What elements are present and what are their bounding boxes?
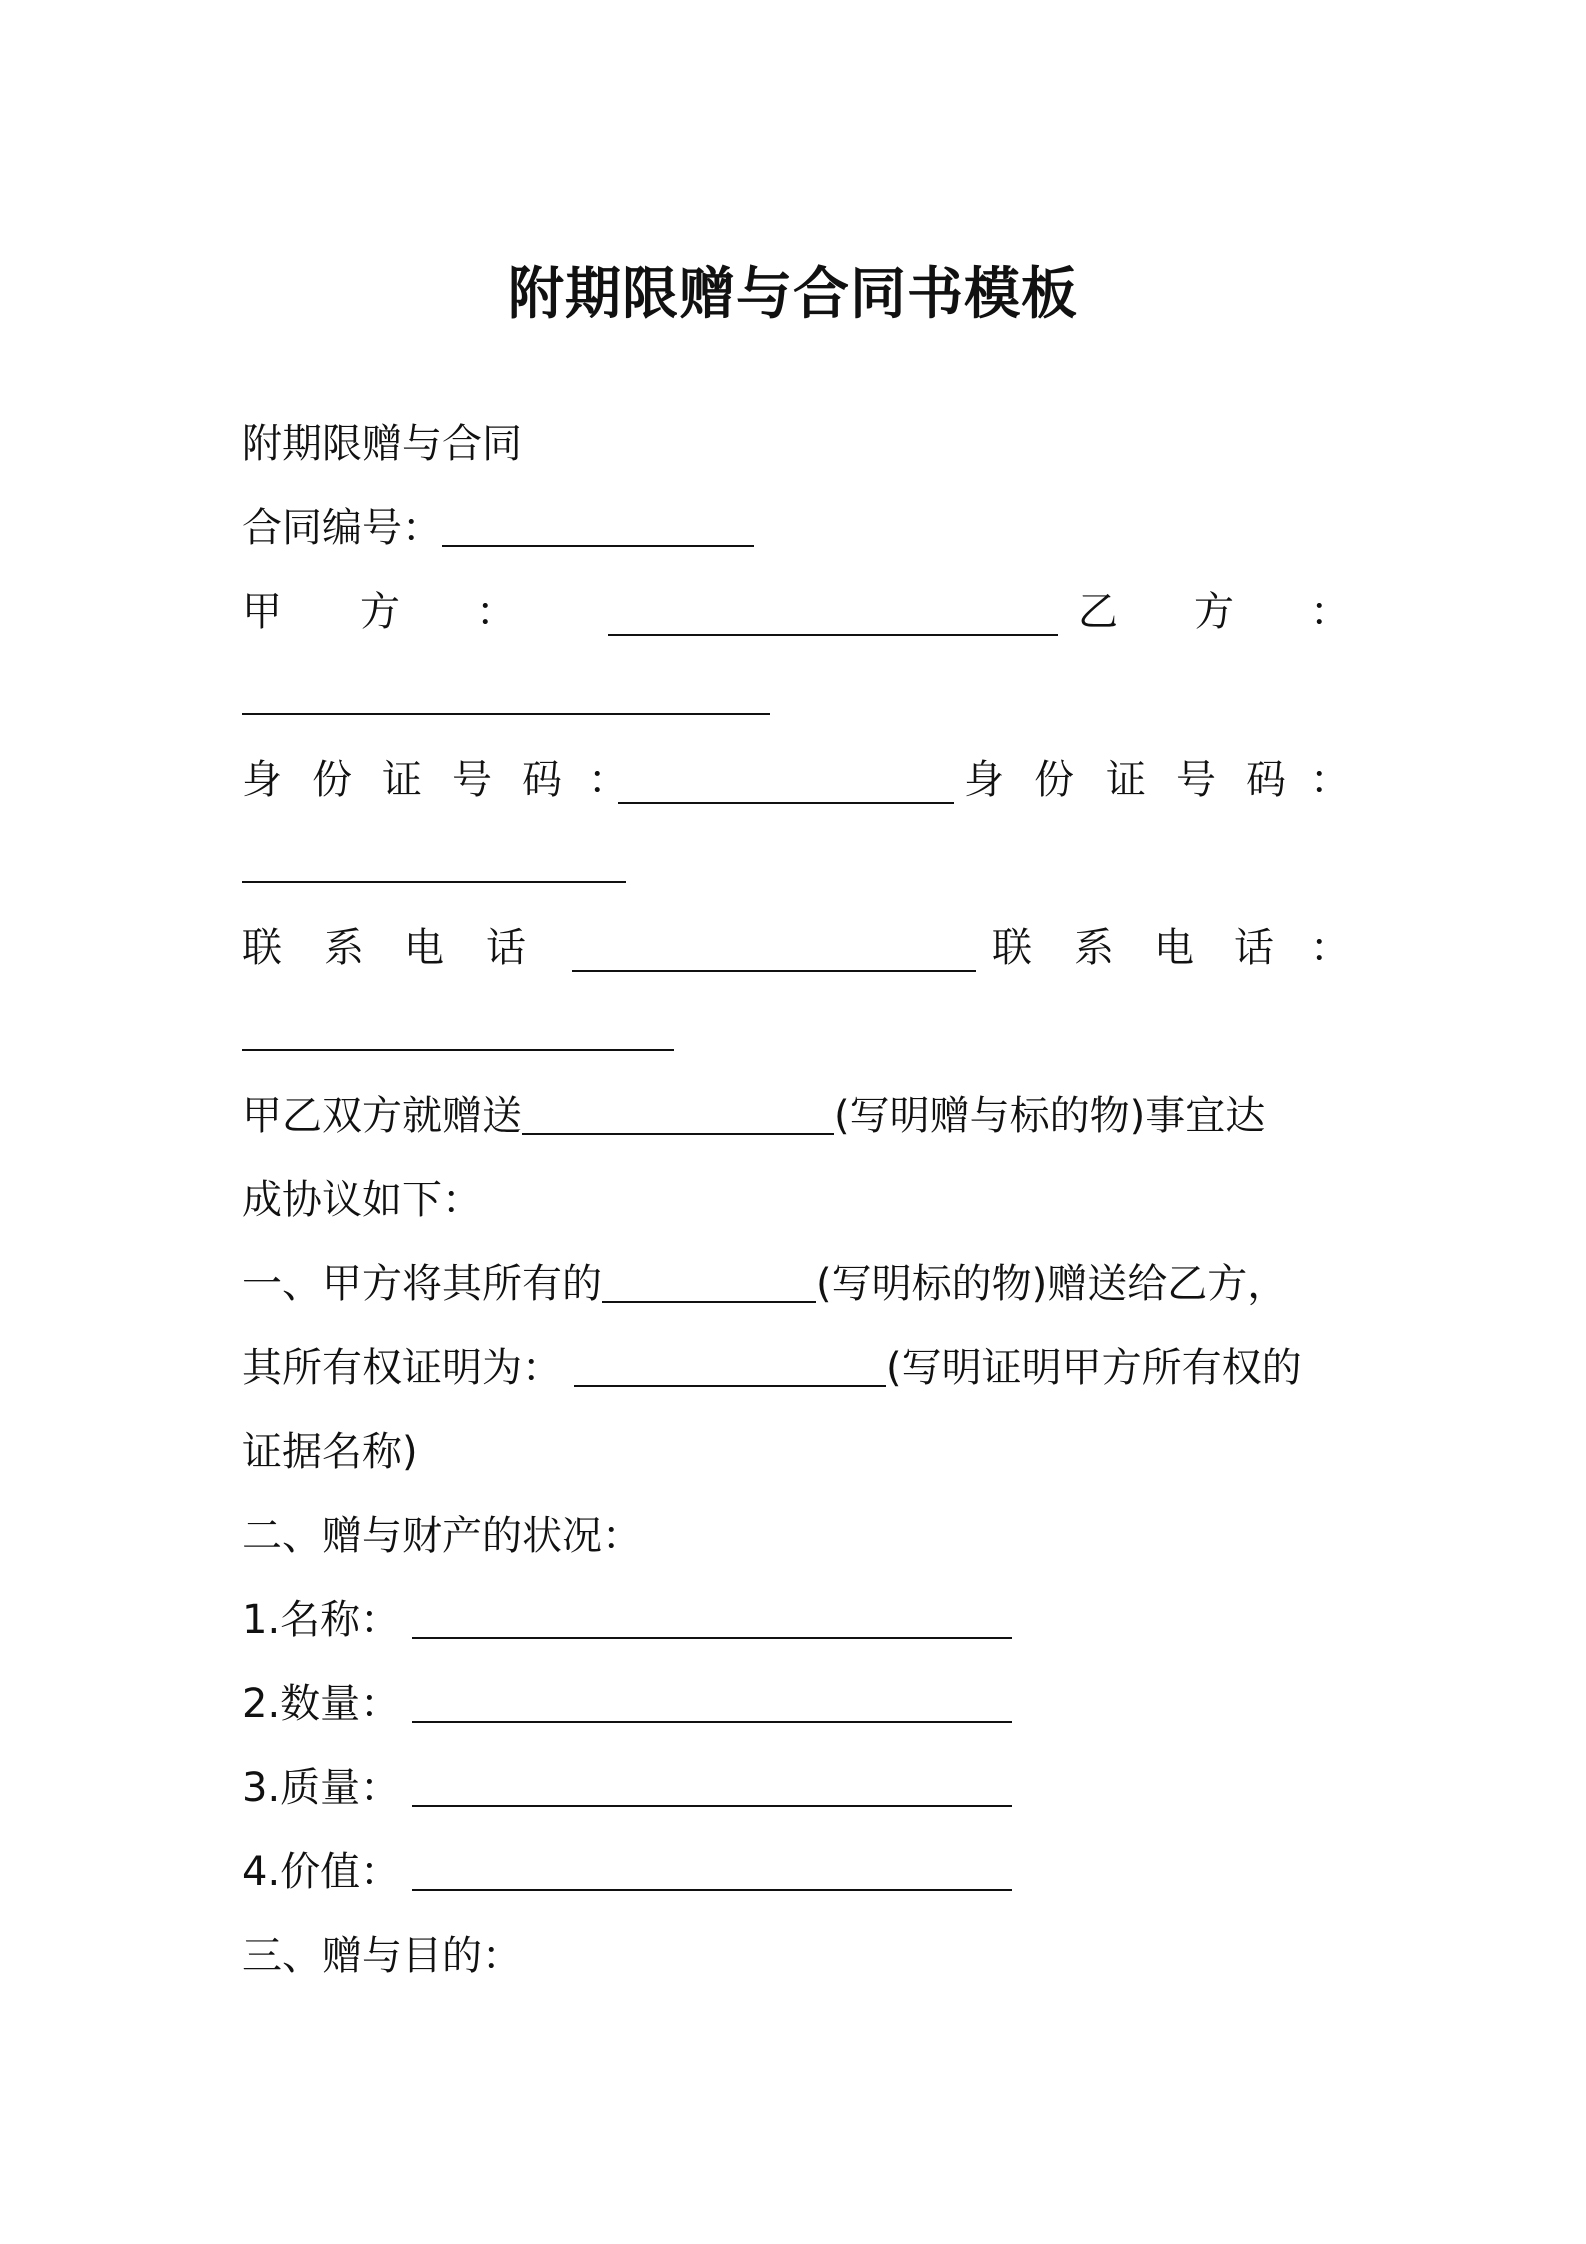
id-b-char-1: 身 [964, 757, 1004, 803]
party-b-continuation [242, 668, 770, 724]
clause-1-line-3: 证据名称) [242, 1429, 418, 1475]
clause-1-text-4: (写明证明甲方所有权的 [886, 1345, 1302, 1391]
tel-b-char-5: ： [1310, 925, 1350, 971]
party-a-char-2: 方 [360, 589, 400, 635]
tel-a-char-4: 话 [486, 925, 526, 971]
tel-b-char-3: 电 [1154, 925, 1194, 971]
clause-2-item-value [242, 1844, 1012, 1900]
id-b-char-6: ： [1310, 757, 1350, 803]
id-b-continuation [242, 836, 626, 892]
id-b-char-4: 号 [1176, 757, 1216, 803]
id-b-char-2: 份 [1034, 757, 1074, 803]
ownership-proof-blank[interactable] [574, 1345, 886, 1387]
clause-2-item-name [242, 1592, 1012, 1648]
id-b-char-5: 码 [1246, 757, 1286, 803]
clause-1-line-2 [242, 1340, 1302, 1396]
clause-2-heading: 二、赠与财产的状况： [242, 1513, 642, 1559]
item-name-label: 1.名称： [242, 1597, 401, 1643]
id-a-char-5: 码 [522, 757, 562, 803]
intro-line-2: 成协议如下： [242, 1177, 482, 1223]
party-b-char-3: ： [1310, 589, 1350, 635]
id-a-char-3: 证 [382, 757, 422, 803]
party-a-char-3: ： [476, 589, 516, 635]
id-b-char-3: 证 [1106, 757, 1146, 803]
tel-a-char-3: 电 [404, 925, 444, 971]
contract-subtitle: 附期限赠与合同 [242, 421, 522, 467]
party-b-blank[interactable] [242, 673, 770, 715]
tel-b-char-1: 联 [992, 925, 1032, 971]
contract-number-label: 合同编号： [242, 505, 442, 551]
item-quality-label: 3.质量： [242, 1765, 401, 1811]
document-title: 附期限赠与合同书模板 [508, 262, 1078, 327]
contract-number-line [242, 500, 754, 556]
id-a-char-4: 号 [452, 757, 492, 803]
tel-b-char-2: 系 [1074, 925, 1114, 971]
tel-a-char-2: 系 [324, 925, 364, 971]
gift-object-blank[interactable] [522, 1093, 834, 1135]
contract-number-blank[interactable] [442, 505, 754, 547]
intro-text-1: 甲乙双方就赠送 [242, 1093, 522, 1139]
clause-1-line-1 [242, 1256, 1287, 1312]
tel-b-blank[interactable] [242, 1009, 674, 1051]
item-quality-blank[interactable] [412, 1765, 1012, 1807]
party-b-char-2: 方 [1194, 589, 1234, 635]
id-b-blank[interactable] [242, 841, 626, 883]
tel-a-blank[interactable] [572, 930, 976, 972]
clause-1-text-1: 一、甲方将其所有的 [242, 1261, 602, 1307]
clause-3-heading: 三、赠与目的： [242, 1933, 522, 1979]
party-b-char-1: 乙 [1078, 589, 1118, 635]
tel-b-continuation [242, 1004, 674, 1060]
item-value-blank[interactable] [412, 1849, 1012, 1891]
intro-line-1 [242, 1088, 1265, 1144]
party-a-char-1: 甲 [242, 589, 282, 635]
item-quantity-label: 2.数量： [242, 1681, 401, 1727]
id-a-blank[interactable] [618, 762, 954, 804]
subject-blank[interactable] [602, 1261, 816, 1303]
id-a-char-1: 身 [242, 757, 282, 803]
tel-a-char-1: 联 [242, 925, 282, 971]
tel-b-char-4: 话 [1234, 925, 1274, 971]
item-value-label: 4.价值： [242, 1849, 401, 1895]
clause-2-item-quantity [242, 1676, 1012, 1732]
item-name-blank[interactable] [412, 1597, 1012, 1639]
clause-1-text-2: (写明标的物)赠送给乙方， [816, 1261, 1288, 1307]
item-quantity-blank[interactable] [412, 1681, 1012, 1723]
id-a-char-2: 份 [312, 757, 352, 803]
clause-1-text-3: 其所有权证明为： [242, 1345, 562, 1391]
intro-text-2: (写明赠与标的物)事宜达 [834, 1093, 1266, 1139]
clause-2-item-quality [242, 1760, 1012, 1816]
id-a-char-6: ： [588, 757, 628, 803]
party-a-blank[interactable] [608, 594, 1058, 636]
